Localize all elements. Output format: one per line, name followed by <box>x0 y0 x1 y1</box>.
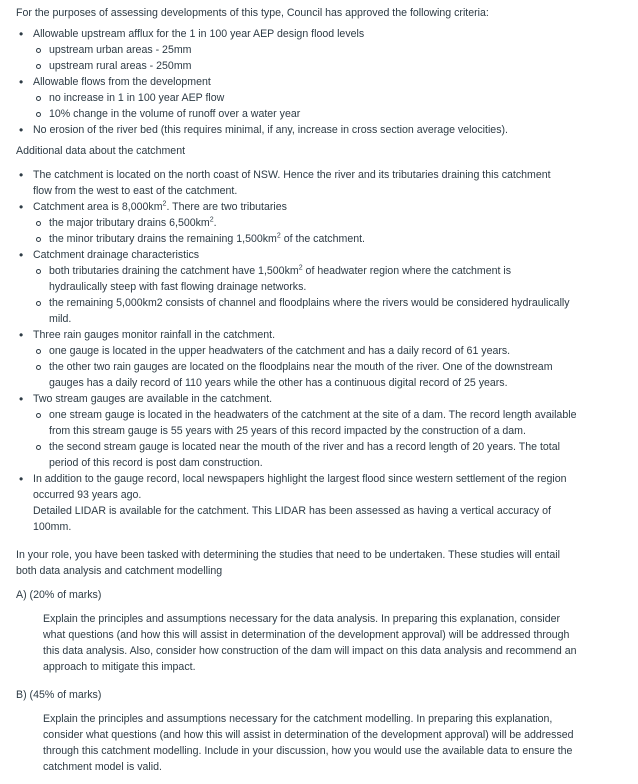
criteria-subitem: no increase in 1 in 100 year AEP flow <box>16 90 630 106</box>
question-b-label: B) (45% of marks) <box>16 689 102 701</box>
criteria-list <box>16 26 630 138</box>
line: one stream gauge is located in the headwaters of the catchment at the site of a dam. The record length available <box>49 409 577 421</box>
superscript: 2 <box>276 232 281 240</box>
criteria-item: • Allowable flows from the development <box>16 74 630 90</box>
text: the minor tributary drains the remaining 1,500km <box>49 233 277 245</box>
line: mild. <box>49 313 72 325</box>
catchment-subitem <box>16 263 630 295</box>
text: the major tributary drains 6,500km <box>49 217 210 229</box>
line: • In addition to the gauge record, local newspapers highlight the largest flood since western settlement of the region <box>33 473 567 485</box>
line: hydraulically steep with fast flowing drainage networks. <box>49 281 307 293</box>
question-b-body <box>16 711 630 775</box>
line: through this catchment modelling. Include in your discussion, how you would use the available data to ensure the <box>43 745 573 757</box>
line: catchment model is valid. <box>43 761 162 773</box>
text: of the catchment. <box>280 233 365 245</box>
criteria-subitem: upstream rural areas - 250mm <box>16 58 630 74</box>
intro-text: For the purposes of assessing developments of this type, Council has approved the following criteria: <box>16 7 489 19</box>
text: both tributaries draining the catchment have 1,500km <box>49 265 299 277</box>
criteria-subitem: upstream urban areas - 25mm <box>16 42 630 58</box>
question-a-label: A) (20% of marks) <box>16 589 102 601</box>
line: what questions (and how this will assist in determination of the development approval) will be addressed through <box>43 629 570 641</box>
superscript: 2 <box>298 264 303 272</box>
catchment-item <box>16 167 630 199</box>
catchment-item <box>16 471 630 503</box>
line: Detailed LIDAR is available for the catchment. This LIDAR has been assessed as having a vertical accuracy of <box>33 505 551 517</box>
line: 100mm. <box>33 521 72 533</box>
line: this data analysis. Also, consider how construction of the dam will impact on this data analysis and recommend an <box>43 645 577 657</box>
line: approach to mitigate this impact. <box>43 661 196 673</box>
line: the remaining 5,000km2 consists of channel and floodplains where the rivers would be considered hydraulically <box>49 297 570 309</box>
catchment-subitem <box>16 439 630 471</box>
catchment-subitem <box>16 231 630 247</box>
line: In your role, you have been tasked with determining the studies that need to be undertaken. These studies will entail <box>16 549 560 561</box>
catchment-subitem: one gauge is located in the upper headwaters of the catchment and has a daily record of 61 years. <box>16 343 630 359</box>
line: consider what questions (and how this will assist in determination of the development approval) will be addressed <box>43 729 574 741</box>
text: . There are two tributaries <box>166 201 287 213</box>
line: the second stream gauge is located near the mouth of the river and has a record length of 20 years. The total <box>49 441 560 453</box>
line: the other two rain gauges are located on the floodplains near the mouth of the river. One of the downstream <box>49 361 553 373</box>
lidar-note <box>16 503 630 535</box>
line: both data analysis and catchment modelling <box>16 565 223 577</box>
catchment-subitem <box>16 295 630 327</box>
role-paragraph <box>16 547 630 579</box>
text: Catchment area is 8,000km <box>33 201 163 213</box>
line: gauges has a daily record of 110 years while the other has a continuous digital record of 25 years. <box>49 377 508 389</box>
superscript: 2 <box>162 200 167 208</box>
line: flow from the west to east of the catchment. <box>33 185 238 197</box>
line: • The catchment is located on the north coast of NSW. Hence the river and its tributaries draining this catchment <box>33 169 551 181</box>
criteria-item: • No erosion of the river bed (this requires minimal, if any, increase in cross section average velocities). <box>16 122 630 138</box>
catchment-item: • Two stream gauges are available in the catchment. <box>16 391 630 407</box>
catchment-subitem <box>16 359 630 391</box>
text: of headwater region where the catchment is <box>302 265 512 277</box>
text: . <box>213 217 217 229</box>
additional-heading: Additional data about the catchment <box>16 145 186 157</box>
catchment-subitem <box>16 407 630 439</box>
catchment-item: • Catchment drainage characteristics <box>16 247 630 263</box>
criteria-item: • Allowable upstream afflux for the 1 in 100 year AEP design flood levels <box>16 26 630 42</box>
catchment-list <box>16 167 630 535</box>
question-a-body <box>16 611 630 675</box>
line: occurred 93 years ago. <box>33 489 142 501</box>
superscript: 2 <box>209 216 214 224</box>
line: Explain the principles and assumptions necessary for the data analysis. In preparing this explanation, consider <box>43 613 561 625</box>
line: from this stream gauge is 55 years with 25 years of this record impacted by the construction of a dam. <box>49 425 526 437</box>
criteria-subitem: 10% change in the volume of runoff over a water year <box>16 106 630 122</box>
catchment-item <box>16 199 630 215</box>
catchment-item: • Three rain gauges monitor rainfall in the catchment. <box>16 327 630 343</box>
line: period of this record is post dam construction. <box>49 457 263 469</box>
catchment-subitem <box>16 215 630 231</box>
line: Explain the principles and assumptions necessary for the catchment modelling. In preparing this explanation, <box>43 713 553 725</box>
